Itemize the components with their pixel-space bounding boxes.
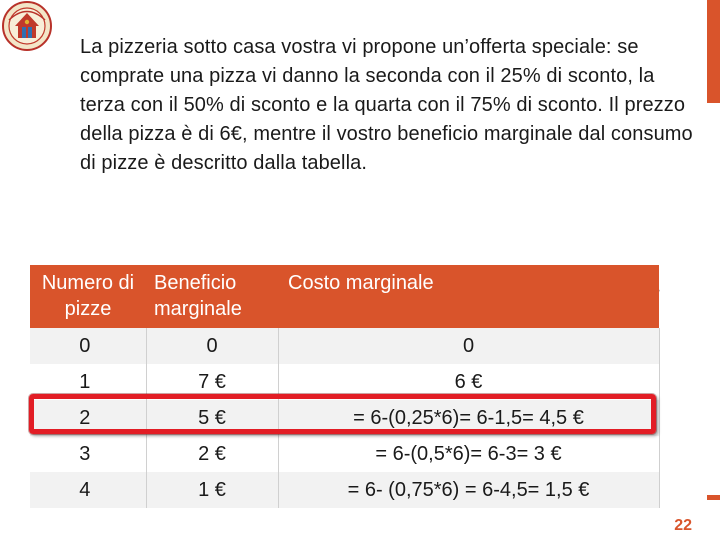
university-seal-icon [2,0,52,52]
table-row [30,400,659,436]
marginal-table [30,265,660,508]
header-numero-pizze: Numero di pizze [30,265,146,328]
cell-cost: = 6-(0,5*6)= 6-3= 3 € [278,436,659,472]
cell-num: 1 [30,364,146,400]
cell-cost: = 6-(0,25*6)= 6-1,5= 4,5 € [278,400,659,436]
cell-num: 3 [30,436,146,472]
cell-cost: = 6- (0,75*6) = 6-4,5= 1,5 € [278,472,659,508]
cell-benefit: 0 [146,328,278,364]
table-header-row [30,265,659,328]
table-row [30,328,659,364]
decorative-accent-bar [707,0,720,103]
cell-num: 2 [30,400,146,436]
problem-statement: La pizzeria sotto casa vostra vi propone un’offerta speciale: se comprate una pizza vi danno la seconda con il 25% di sconto, la terza con il 50% di sconto e la quarta con il 75% di sconto. Il prezzo della pizza è di 6€, mentre il vostro beneficio marginale dal consumo di pizze è descritto dalla tabella. [80,36,693,174]
page-number: 22 [660,500,720,540]
cell-num: 0 [30,328,146,364]
cell-cost: 0 [278,328,659,364]
cell-benefit: 2 € [146,436,278,472]
cell-cost: 6 € [278,364,659,400]
header-beneficio-marginale: Beneficio marginale [146,265,278,328]
cell-benefit: 1 € [146,472,278,508]
cell-benefit: 5 € [146,400,278,436]
cell-num: 4 [30,472,146,508]
table-row [30,364,659,400]
header-costo-marginale: Costo marginale [278,265,659,328]
cell-benefit: 7 € [146,364,278,400]
table-row [30,436,659,472]
table-row [30,472,659,508]
